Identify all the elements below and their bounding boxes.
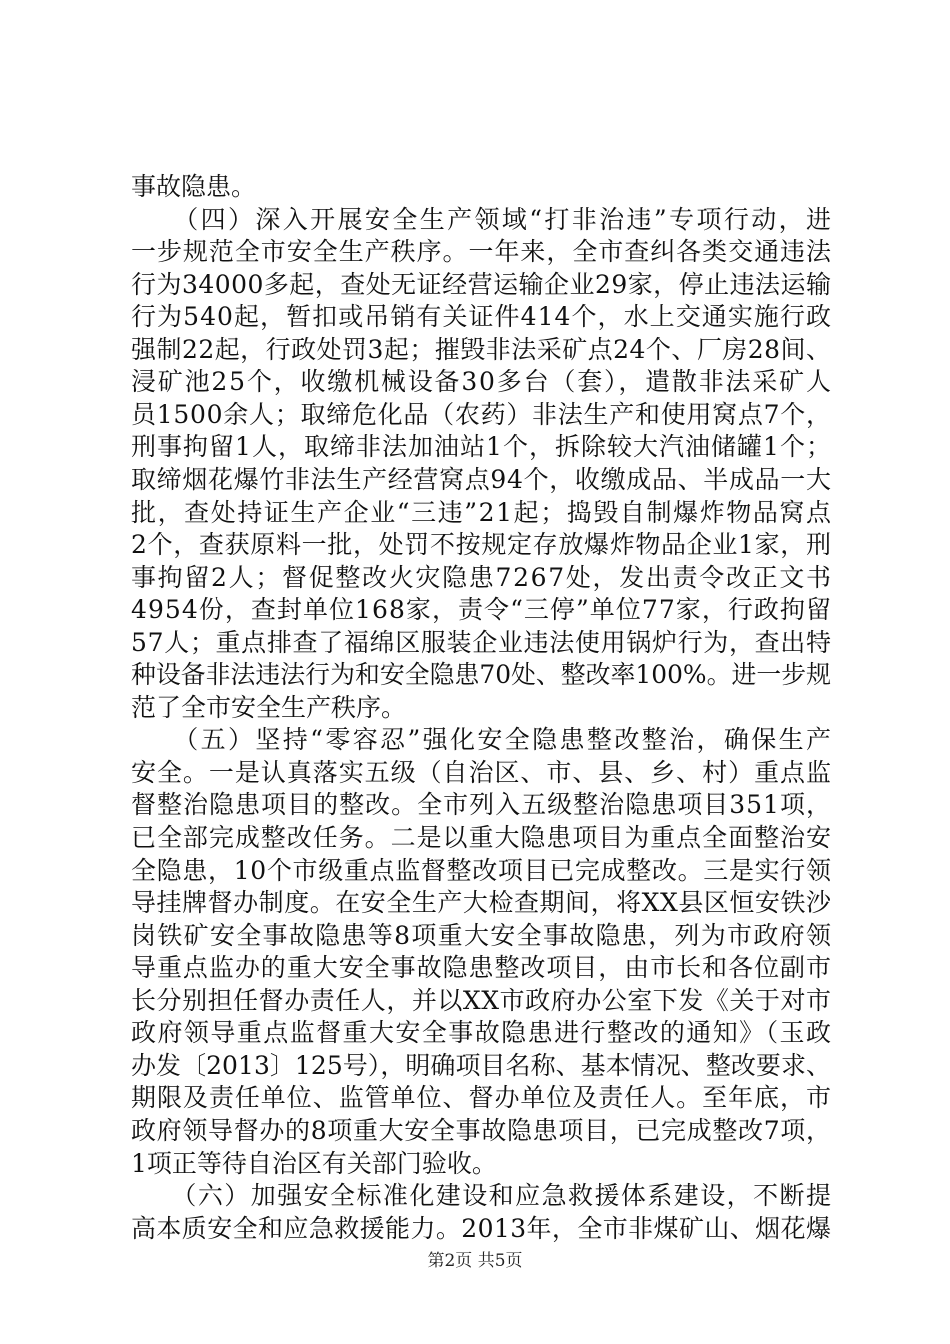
text-line: 强制22起，行政处罚3起；摧毁非法采矿点24个、厂房28间、 [131,334,832,364]
text-line: 批，查处持证生产企业“三违”21起；捣毁自制爆炸物品窝点 [131,497,833,527]
text-line: 已全部完成整改任务。二是以重大隐患项目为重点全面整治安 [131,823,832,852]
text-line: 取缔烟花爆竹非法生产经营窝点94个，收缴成品、半成品一大 [131,464,832,494]
text-line: 政府领导重点监督重大安全事故隐患进行整改的通知》（玉政 [131,1018,833,1048]
text-line: 1项正等待自治区有关部门验收。 [131,1148,497,1178]
text-line: 全隐患，10个市级重点监督整改项目已完成整改。三是实行领 [131,855,832,885]
text-line: 期限及责任单位、监管单位、督办单位及责任人。至年底，市 [131,1083,832,1113]
text-line: 督整治隐患项目的整改。全市列入五级整治隐患项目351项， [131,790,832,820]
text-line: 范了全市安全生产秩序。 [131,692,407,722]
text-line: 行为34000多起，查处无证经营运输企业29家，停止违法运输 [131,269,832,299]
text-line: 员1500余人；取缔危化品（农药）非法生产和使用窝点7个， [131,399,832,429]
text-line: （六）加强安全标准化建设和应急救援体系建设，不断提 [131,1181,833,1211]
text-line: 57人；重点排查了福绵区服装企业违法使用锅炉行为，查出特 [131,627,832,657]
text-line: 事故隐患。 [131,172,257,201]
text-line: 导重点监办的重大安全事故隐患整改项目，由市长和各位副市 [131,953,832,983]
text-line: 一步规范全市安全生产秩序。一年来，全市查纠各类交通违法 [131,237,832,267]
text-line: 行为540起，暂扣或吊销有关证件414个，水上交通实施行政 [131,302,833,332]
text-line: 办发〔2013〕125号），明确项目名称、基本情况、整改要求、 [131,1050,832,1080]
text-line: 安全。一是认真落实五级（自治区、市、县、乡、村）重点监 [131,757,832,787]
text-line: 刑事拘留1人，取缔非法加油站1个，拆除较大汽油储罐1个； [131,432,832,462]
text-line: 种设备非法违法行为和安全隐患70处、整改率100%。进一步规 [131,660,831,690]
text-line: 事拘留2人；督促整改火灾隐患7267处，发出责令改正文书 [131,562,833,592]
text-line: 政府领导督办的8项重大安全事故隐患项目，已完成整改7项， [131,1115,832,1145]
text-line: 高本质安全和应急救援能力。2013年，全市非煤矿山、烟花爆 [131,1213,832,1243]
text-line: （四）深入开展安全生产领域“打非治违”专项行动，进 [131,204,834,234]
text-line: 岗铁矿安全事故隐患等8项重大安全事故隐患，列为市政府领 [131,920,833,950]
page-footer: 第2页 共5页 [427,1251,523,1271]
text-line: 长分别担任督办责任人，并以XX市政府办公室下发《关于对市 [131,985,832,1015]
text-line: 浸矿池25个，收缴机械设备30多台（套），遣散非法采矿人 [131,367,833,397]
text-line: （五）坚持“零容忍”强化安全隐患整改整治，确保生产 [131,725,834,755]
text-line: 4954份，查封单位168家，责令“三停”单位77家，行政拘留 [131,595,833,625]
text-line: 2个，查获原料一批，处罚不按规定存放爆炸物品企业1家，刑 [131,530,832,560]
text-line: 导挂牌督办制度。在安全生产大检查期间，将XX县区恒安铁沙 [131,888,832,918]
